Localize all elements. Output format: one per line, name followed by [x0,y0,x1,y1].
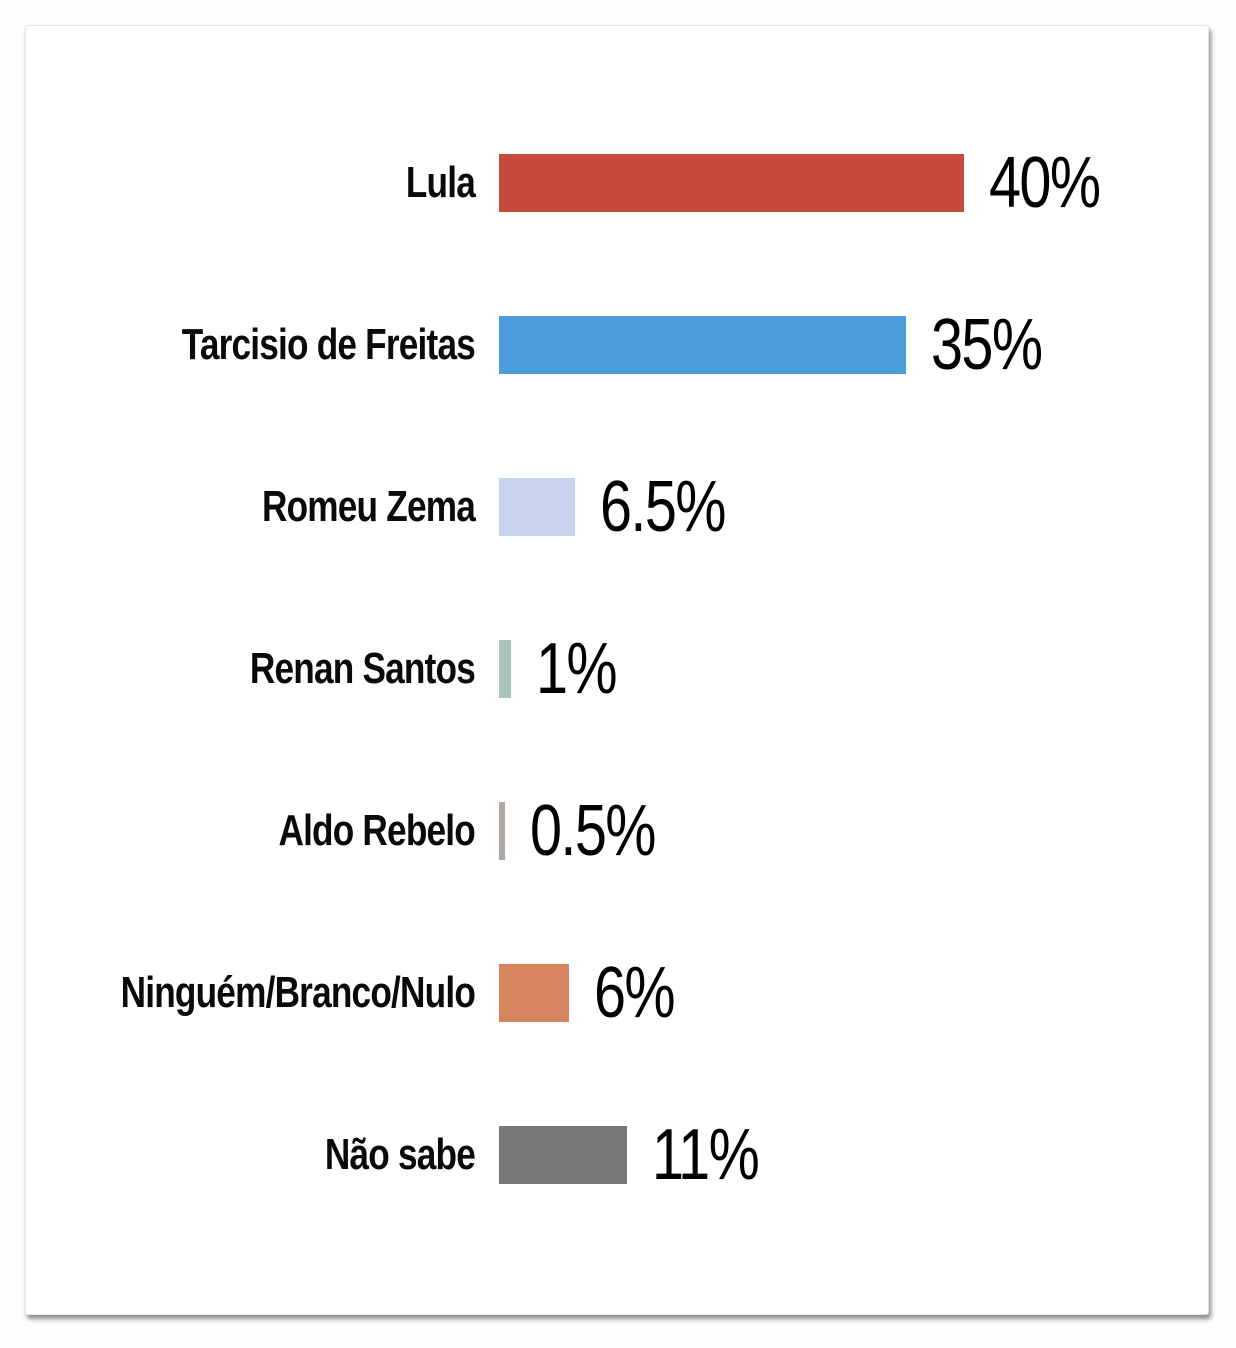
chart-row [26,102,1208,264]
category-label: Renan Santos [249,644,475,693]
value-label: 11% [651,1115,759,1195]
category-label: Romeu Zema [261,482,475,531]
value-label: 0.5% [529,791,655,871]
chart-row [26,426,1208,588]
category-label: Tarcisio de Freitas [181,320,475,369]
bar [499,478,575,536]
bar [499,802,505,860]
bar [499,640,511,698]
chart-card [25,25,1209,1315]
category-label: Aldo Rebelo [278,806,475,855]
category-label: Lula [405,158,475,207]
chart-row [26,264,1208,426]
bar-track [499,102,1208,264]
category-label: Não sabe [324,1130,475,1179]
chart-row [26,1074,1208,1236]
value-label: 6.5% [599,467,725,547]
bar-track [499,588,1208,750]
bar [499,1126,627,1184]
bar-track [499,426,1208,588]
bar-track [499,1074,1208,1236]
chart-row [26,750,1208,912]
bar [499,154,964,212]
bar [499,964,569,1022]
value-label: 1% [535,629,616,709]
category-label: Ninguém/Branco/Nulo [120,968,476,1017]
value-label: 6% [593,953,674,1033]
bar-track [499,750,1208,912]
bar-chart [26,102,1208,1236]
value-label: 40% [989,143,1100,223]
bar-track [499,264,1208,426]
value-label: 35% [930,305,1042,385]
bar-track [499,912,1208,1074]
bar [499,316,906,374]
chart-row [26,588,1208,750]
chart-row [26,912,1208,1074]
